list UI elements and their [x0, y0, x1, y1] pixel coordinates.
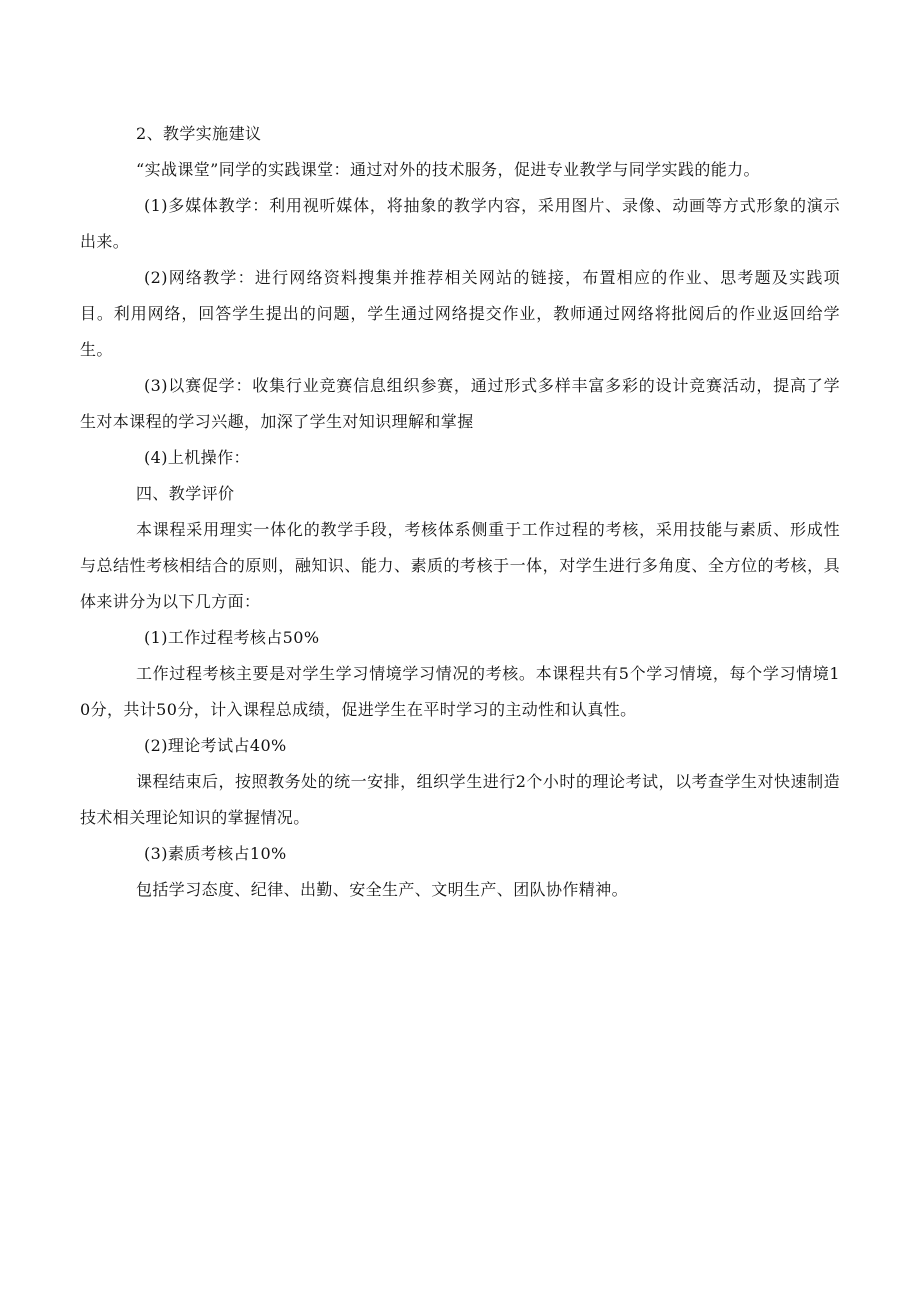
- paragraph-theory-exam: 课程结束后，按照教务处的统一安排，组织学生进行2个小时的理论考试，以考查学生对快速制造技术相关理论知识的掌握情况。: [80, 772, 840, 827]
- paragraph-work-process-assessment: 工作过程考核主要是对学生学习情境学习情况的考核。本课程共有5个学习情境，每个学习情境10分，共计50分，计入课程总成绩，促进学生在平时学习的主动性和认真性。: [80, 664, 840, 719]
- section-heading-teaching-suggestions: 2、教学实施建议: [136, 124, 262, 143]
- document-body: [80, 116, 840, 908]
- paragraph-practical-classroom: “实战课堂”同学的实践课堂：通过对外的技术服务，促进专业教学与同学实践的能力。: [136, 160, 760, 179]
- paragraph-evaluation-overview: 本课程采用理实一体化的教学手段，考核体系侧重于工作过程的考核，采用技能与素质、形成性与总结性考核相结合的原则，融知识、能力、素质的考核于一体，对学生进行多角度、全方位的考核，具体来讲分为以下几方面：: [80, 520, 840, 611]
- heading-quality-assessment: (3)素质考核占10%: [144, 844, 287, 863]
- paragraph-network-teaching: (2)网络教学：进行网络资料搜集并推荐相关网站的链接，布置相应的作业、思考题及实践项目。利用网络，回答学生提出的问题，学生通过网络提交作业，教师通过网络将批阅后的作业返回给学生。: [80, 268, 840, 359]
- section-heading-teaching-evaluation: 四、教学评价: [136, 484, 235, 503]
- heading-work-process-assessment: (1)工作过程考核占50%: [144, 628, 320, 647]
- heading-theory-exam: (2)理论考试占40%: [144, 736, 287, 755]
- paragraph-computer-operation: (4)上机操作：: [144, 448, 250, 467]
- paragraph-competition-learning: (3)以赛促学：收集行业竞赛信息组织参赛，通过形式多样丰富多彩的设计竞赛活动，提高了学生对本课程的学习兴趣，加深了学生对知识理解和掌握: [80, 376, 840, 431]
- paragraph-multimedia-teaching: (1)多媒体教学：利用视听媒体，将抽象的教学内容，采用图片、录像、动画等方式形象的演示出来。: [80, 196, 840, 251]
- paragraph-quality-assessment: 包括学习态度、纪律、出勤、安全生产、文明生产、团队协作精神。: [136, 880, 629, 899]
